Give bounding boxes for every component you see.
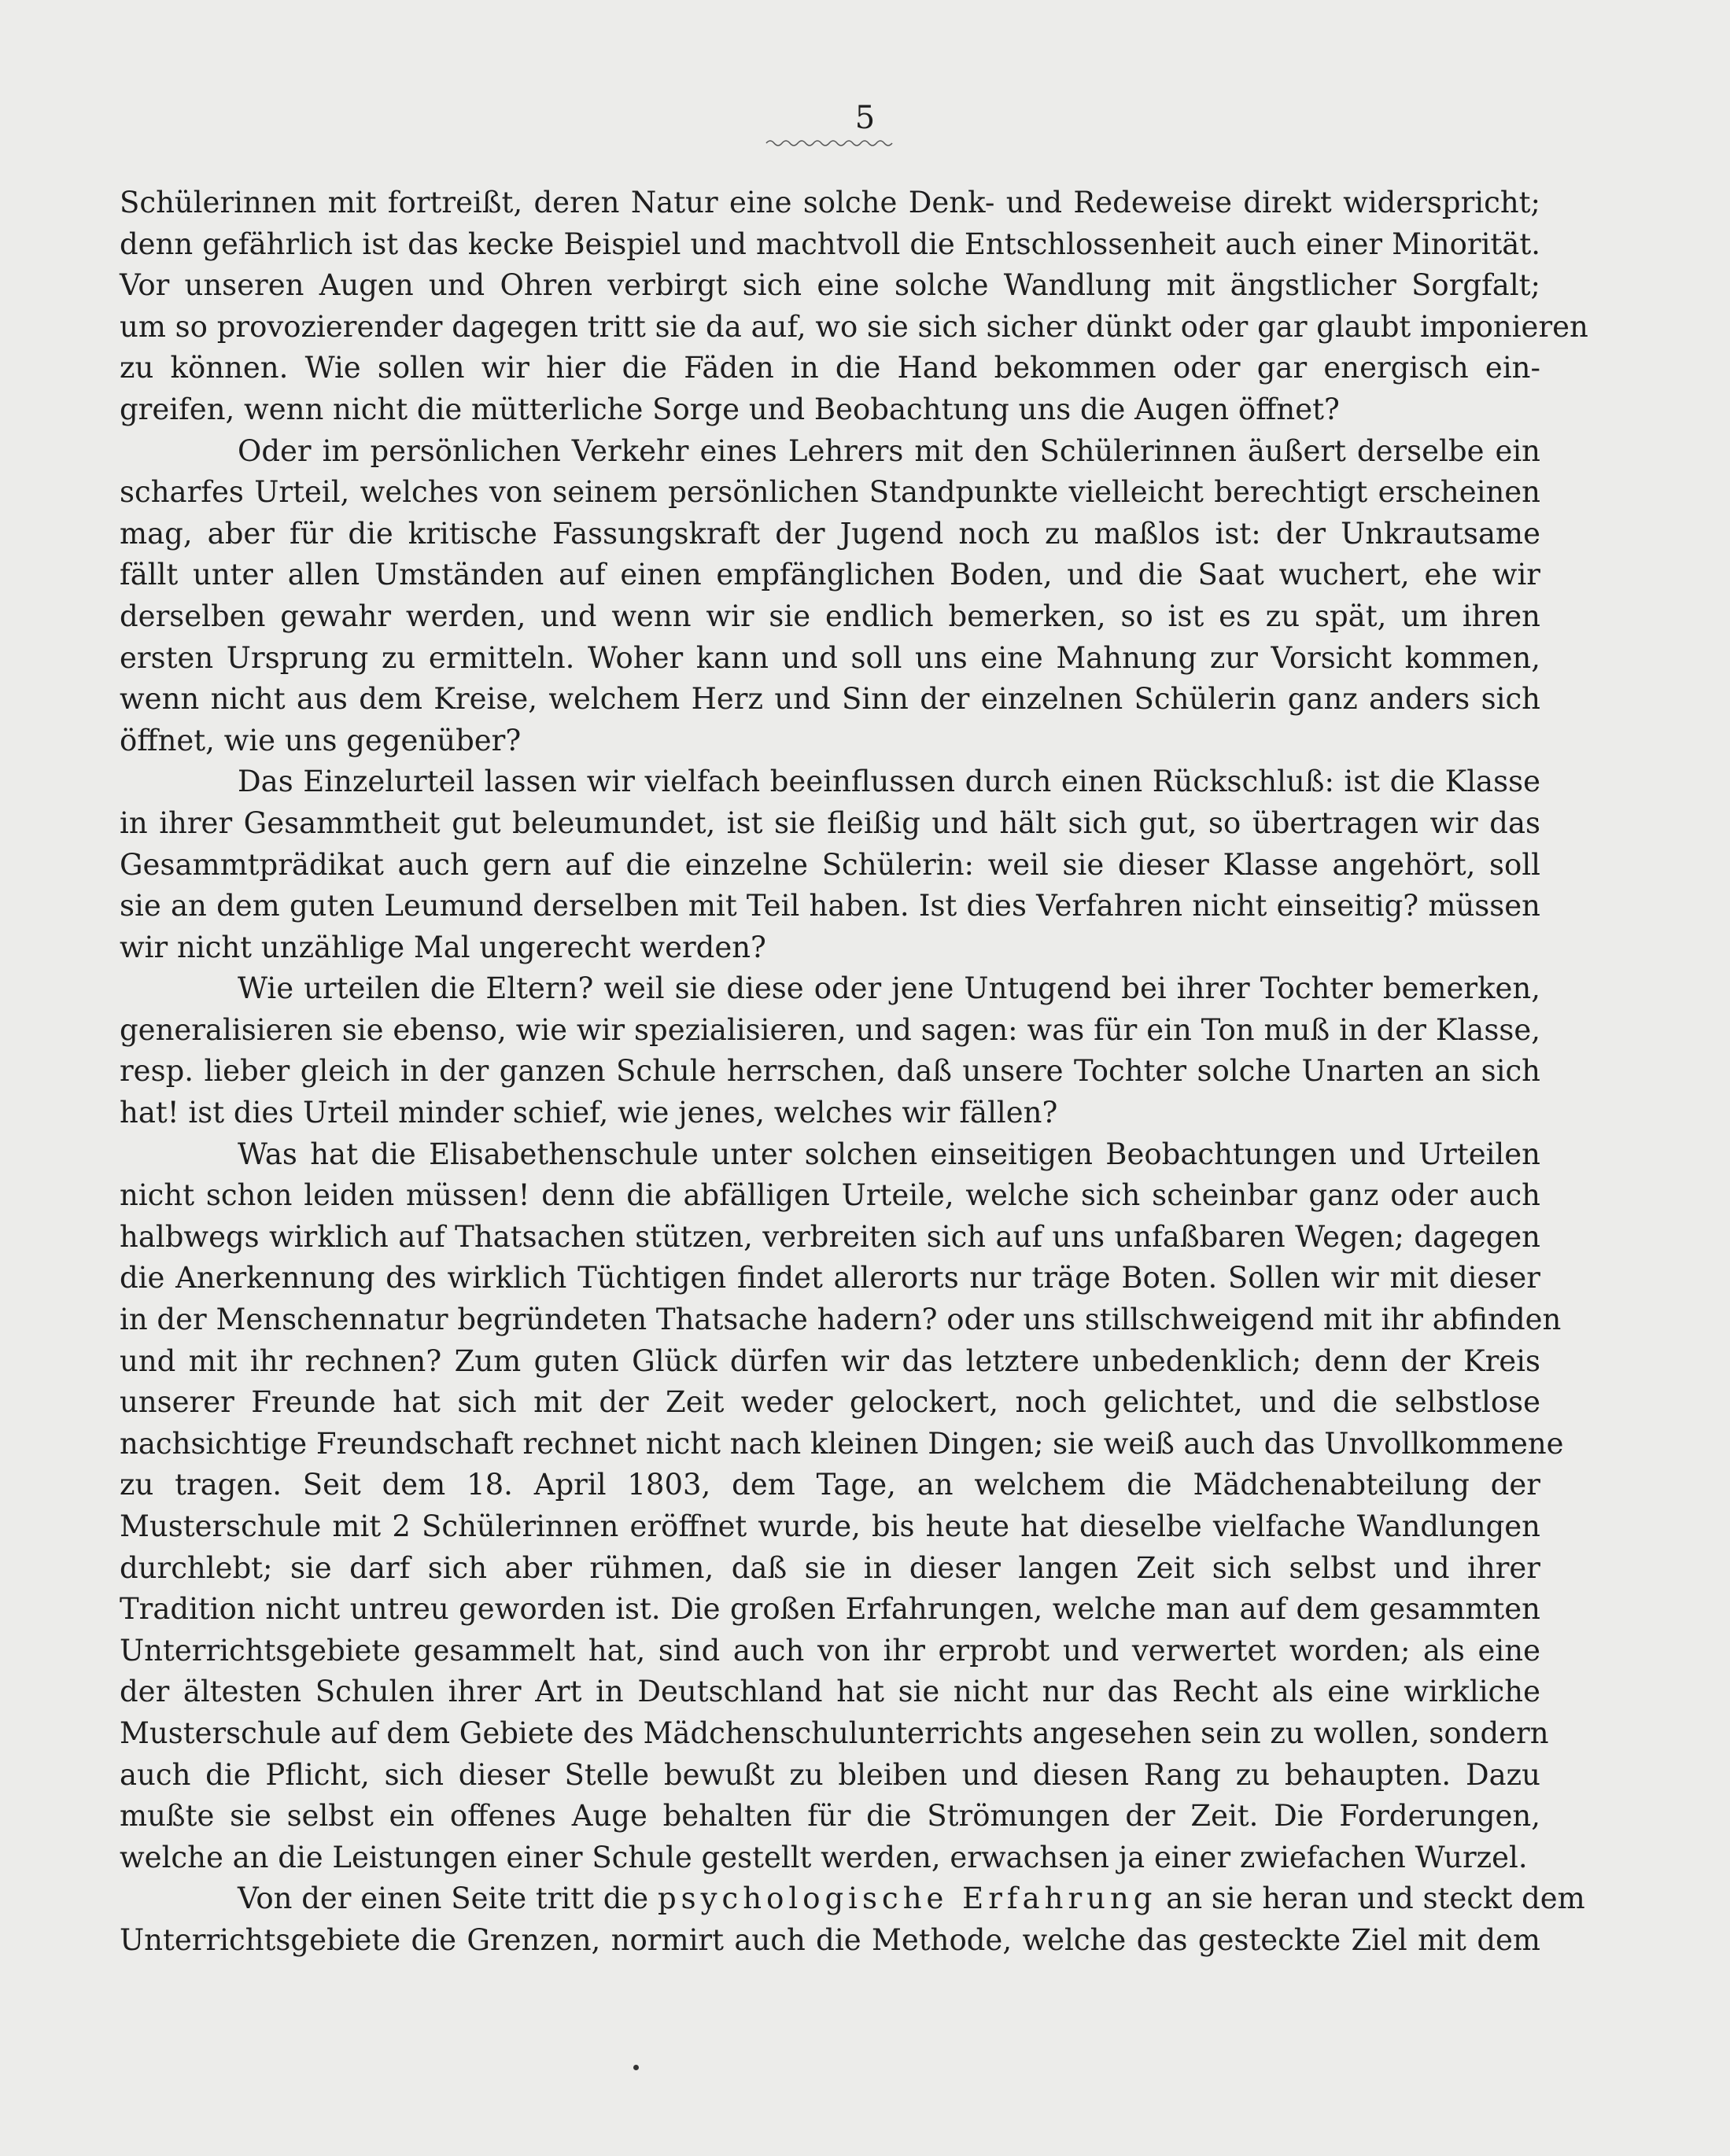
text-line: und mit ihr rechnen? Zum guten Glück dürfen wir das letztere unbedenklich; denn der Kreis — [120, 1343, 1540, 1378]
text-line: der ältesten Schulen ihrer Art in Deutschland hat sie nicht nur das Recht als eine wirkliche — [120, 1675, 1540, 1709]
text-line — [120, 1878, 1585, 1920]
text-line: mag, aber für die kritische Fassungskraft der Jugend noch zu maßlos ist: der Unkrautsame — [120, 516, 1540, 551]
text-line: halbwegs wirklich auf Thatsachen stützen, verbreiten sich auf uns unfaßbaren Wegen; dagegen — [120, 1219, 1540, 1254]
text-line: Oder im persönlichen Verkehr eines Lehrers mit den Schülerinnen äußert derselbe ein — [238, 433, 1540, 468]
text-line: wenn nicht aus dem Kreise, welchem Herz und Sinn der einzelnen Schülerin ganz anders sich — [120, 682, 1540, 717]
text-line: Unterrichtsgebiete gesammelt hat, sind auch von ihr erprobt und verwertet worden; als eine — [120, 1633, 1540, 1668]
text-line: hat! ist dies Urteil minder schief, wie jenes, welches wir fällen? — [120, 1096, 1058, 1130]
body-text — [120, 182, 1588, 1962]
text-line: Was hat die Elisabethenschule unter solchen einseitigen Beobachtungen und Urteilen — [238, 1137, 1540, 1171]
page-number: 5 — [854, 100, 876, 136]
text-line: die Anerkennung des wirklich Tüchtigen findet allerorts nur träge Boten. Sollen wir mit dieser — [120, 1261, 1540, 1295]
text-line: zu tragen. Seit dem 18. April 1803, dem Tage, an welchem die Mädchenabteilung der — [120, 1468, 1540, 1502]
text-line: Tradition nicht untreu geworden ist. Die großen Erfahrungen, welche man auf dem gesammten — [120, 1592, 1540, 1627]
text-line: zu können. Wie sollen wir hier die Fäden in die Hand bekommen oder gar energisch ein- — [120, 351, 1540, 385]
text-line: derselben gewahr werden, und wenn wir sie endlich bemerken, so ist es zu spät, um ihren — [120, 599, 1540, 633]
text-line: Vor unseren Augen und Ohren verbirgt sich eine solche Wandlung mit ängstlicher Sorgfalt; — [120, 268, 1540, 303]
text-line: Gesammtprädikat auch gern auf die einzelne Schülerin: weil sie dieser Klasse angehört, soll — [120, 847, 1540, 882]
text-line: in der Menschennatur begründeten Thatsache hadern? oder uns stillschweigend mit ihr abfinden — [120, 1303, 1562, 1337]
text-line: wir nicht unzählige Mal ungerecht werden? — [120, 930, 766, 964]
text-line: Das Einzelurteil lassen wir vielfach beeinflussen durch einen Rückschluß: ist die Klasse — [238, 765, 1540, 799]
text-line: generalisieren sie ebenso, wie wir spezialisieren, und sagen: was für ein Ton muß in der Klasse, — [120, 1012, 1540, 1047]
ornament-squiggle — [766, 138, 892, 148]
text-line: Musterschule auf dem Gebiete des Mädchenschulunterrichts angesehen sein zu wollen, sondern — [120, 1716, 1549, 1750]
text-line: auch die Pflicht, sich dieser Stelle bewußt zu bleiben und diesen Rang zu behaupten. Dazu — [120, 1757, 1540, 1792]
text-line: um so provozierender dagegen tritt sie da auf, wo sie sich sicher dünkt oder gar glaubt imponieren — [120, 309, 1588, 344]
text-line: denn gefährlich ist das kecke Beispiel und machtvoll die Entschlossenheit auch einer Minorität. — [120, 227, 1540, 261]
text-line: öffnet, wie uns gegenüber? — [120, 723, 522, 757]
text-line: Unterrichtsgebiete die Grenzen, normirt auch die Methode, welche das gesteckte Ziel mit dem — [120, 1922, 1540, 1957]
text-line: nachsichtige Freundschaft rechnet nicht nach kleinen Dingen; sie weiß auch das Unvollkommene — [120, 1426, 1564, 1461]
text-line: sie an dem guten Leumund derselben mit Teil haben. Ist dies Verfahren nicht einseitig? müssen — [120, 889, 1540, 923]
text-line: welche an die Leistungen einer Schule gestellt werden, erwachsen ja einer zwiefachen Wurzel. — [120, 1840, 1528, 1874]
text-line: durchlebt; sie darf sich aber rühmen, daß sie in dieser langen Zeit sich selbst und ihrer — [120, 1550, 1540, 1585]
text-fragment: an sie heran und steckt dem — [1166, 1881, 1585, 1916]
text-line: nicht schon leiden müssen! denn die abfälligen Urteile, welche sich scheinbar ganz oder auch — [120, 1178, 1540, 1213]
text-line: mußte sie selbst ein offenes Auge behalten für die Strömungen der Zeit. Die Forderungen, — [120, 1799, 1540, 1834]
text-line: Wie urteilen die Eltern? weil sie diese oder jene Untugend bei ihrer Tochter bemerken, — [238, 971, 1540, 1006]
text-line: Musterschule mit 2 Schülerinnen eröffnet wurde, bis heute hat dieselbe vielfache Wandlungen — [120, 1509, 1540, 1543]
text-line: greifen, wenn nicht die mütterliche Sorge und Beobachtung uns die Augen öffnet? — [120, 392, 1340, 426]
text-line: ersten Ursprung zu ermitteln. Woher kann und soll uns eine Mahnung zur Vorsicht kommen, — [120, 640, 1540, 675]
text-line: scharfes Urteil, welches von seinem persönlichen Standpunkte vielleicht berechtigt erscheinen — [120, 475, 1540, 510]
text-line: unserer Freunde hat sich mit der Zeit weder gelockert, noch gelichtet, und die selbstlose — [120, 1385, 1540, 1420]
text-line: fällt unter allen Umständen auf einen empfänglichen Boden, und die Saat wuchert, ehe wir — [120, 558, 1540, 592]
emphasized-text: psychologische Erfahrung — [657, 1881, 1157, 1916]
text-line: Schülerinnen mit fortreißt, deren Natur eine solche Denk- und Redeweise direkt widerspricht; — [120, 186, 1540, 219]
text-fragment: Von der einen Seite tritt die — [238, 1881, 649, 1916]
text-line: in ihrer Gesammtheit gut beleumundet, ist sie fleißig und hält sich gut, so übertragen wir das — [120, 805, 1540, 840]
text-line: resp. lieber gleich in der ganzen Schule herrschen, daß unsere Tochter solche Unarten an sich — [120, 1054, 1540, 1089]
print-speck — [633, 2065, 639, 2070]
